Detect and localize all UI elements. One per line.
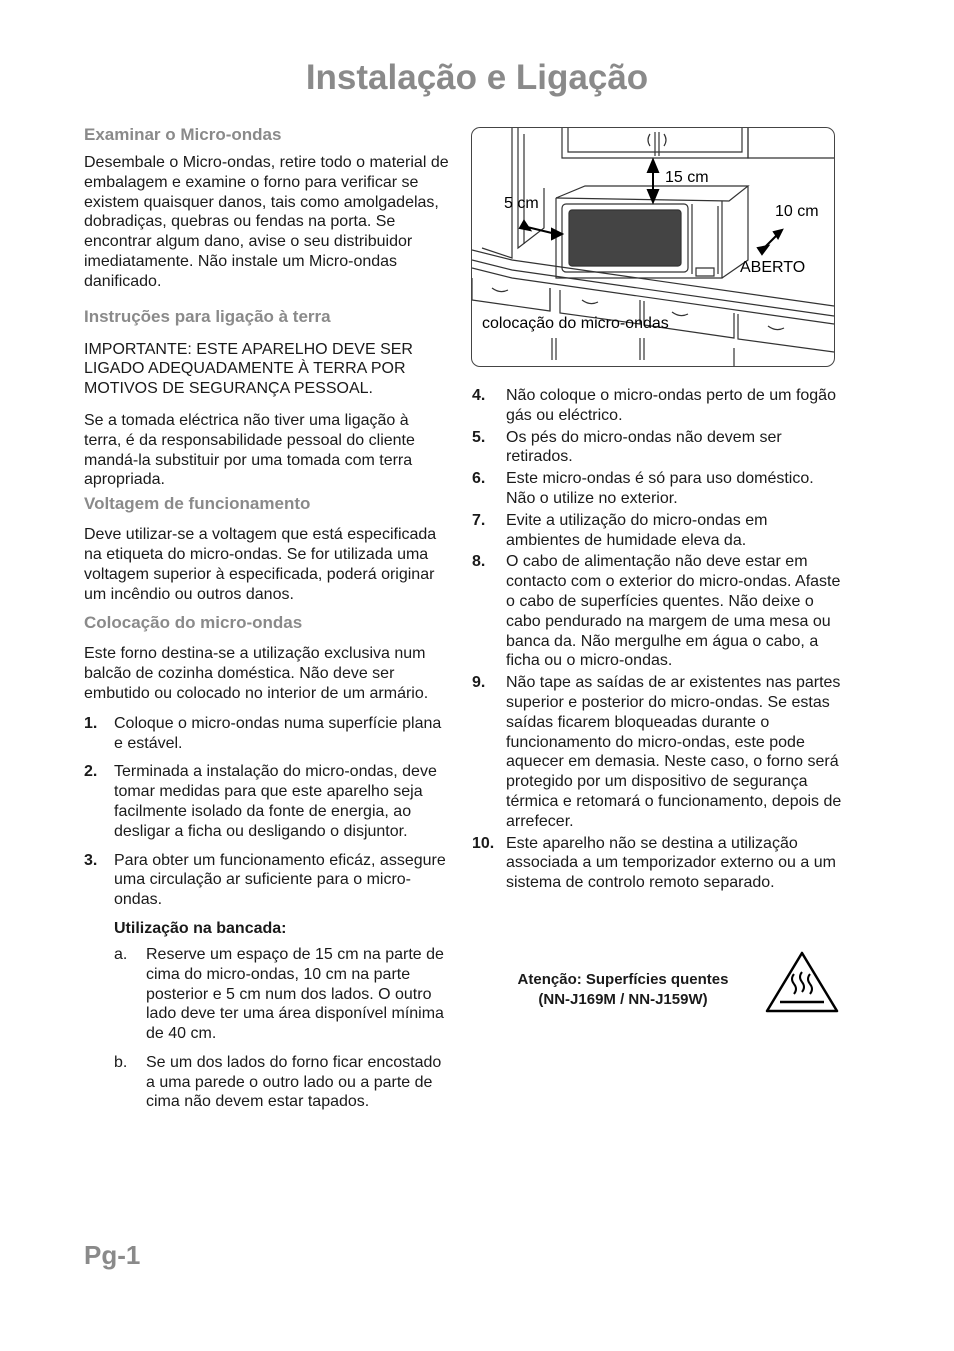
list-item — [472, 469, 842, 509]
section-text-examinar: Desembale o Micro-ondas, retire todo o material de embalagem e examine o forno para verificar se existem quaisquer danos, tais como amolgadelas, dobradiças, quebras ou fendas na porta. Se encontrar algum dano, avise o seu distribuidor imediatamente. Não instale um Micro-ondas danificado. — [84, 154, 449, 290]
list-item-letter: b. — [114, 1053, 128, 1071]
list-item-text: O cabo de alimentação não deve estar em contacto com o exterior do micro-ondas. Afaste o cabo de superfícies quentes. Não deixe o cabo pendurado na margem de uma mesa ou banca da. Não mergulhe em água o cabo, a ficha ou o micro-ondas. — [506, 553, 841, 670]
left-column — [84, 124, 450, 1121]
right-column — [472, 386, 842, 895]
clearance-top-label: 15 cm — [665, 169, 709, 186]
section-heading-terra: Instruções para ligação à terra — [84, 306, 331, 326]
countertop-use-section — [84, 919, 450, 1112]
list-item — [472, 428, 842, 468]
grounding-warning-text: IMPORTANTE: ESTE APARELHO DEVE SER LIGADO ADEQUADAMENTE À TERRA POR MOTIVOS DE SEGURANÇA PESSOAL. — [84, 340, 413, 398]
list-item-number: 9. — [472, 674, 486, 692]
list-item — [472, 834, 842, 893]
safety-list — [472, 386, 842, 893]
list-item-number: 5. — [472, 428, 486, 446]
list-item-text: Não tape as saídas de ar existentes nas partes superior e posterior do micro-ondas. Se estas saídas ficarem bloqueadas durante o funcionamento do micro-ondas, este pode aquecer em demasia. Neste caso, o forno será protegido por um dispositivo de segurança térmica e retomará o funcionamento, depois de arrefecer. — [506, 674, 842, 830]
section-heading-voltagem: Voltagem de funcionamento — [84, 494, 311, 514]
placement-illustration — [471, 127, 835, 367]
list-item — [472, 511, 842, 551]
list-item-letter: a. — [114, 945, 128, 963]
list-item — [114, 945, 450, 1044]
list-item — [472, 673, 842, 831]
list-item-text: Evite a utilização do micro-ondas em ambientes de humidade eleva da. — [506, 511, 768, 549]
section-heading-colocacao: Colocação do micro-ondas — [84, 613, 303, 633]
countertop-use-heading: Utilização na bancada: — [114, 919, 287, 937]
hot-surface-warning-icon — [764, 950, 840, 1014]
hot-surface-warning — [492, 970, 754, 1010]
page-title: Instalação e Ligação — [305, 58, 649, 97]
page-number: Pg-1 — [84, 1240, 141, 1270]
figure-caption: colocação do micro-ondas — [482, 315, 669, 332]
voltage-text: Deve utilizar-se a voltagem que está especificada na etiqueta do micro-ondas. Se for utilizada uma voltagem superior à especificada, poderá originar um incêndio ou outros danos. — [84, 526, 437, 603]
list-item-number: 2. — [84, 763, 98, 781]
list-item — [84, 762, 450, 841]
clearance-side-label: 5 cm — [504, 195, 539, 212]
list-item — [84, 851, 450, 910]
placement-text: Este forno destina-se a utilização exclusiva num balcão de cozinha doméstica. Não deve ser embutido ou colocado no interior de um armário. — [84, 645, 429, 702]
warning-models: (NN-J169M / NN-J159W) — [538, 991, 708, 1008]
list-item-text: Os pés do micro-ondas não devem ser retirados. — [506, 428, 782, 466]
open-side-label: ABERTO — [740, 259, 806, 276]
list-item — [472, 386, 842, 426]
list-item-text: Se um dos lados do forno ficar encostado a uma parede o outro lado ou a parte de cima não devem estar tapados. — [146, 1053, 442, 1111]
list-item-text: Terminada a instalação do micro-ondas, deve tomar medidas para que este aparelho seja facilmente isolado da fonte de energia, ao desligar a ficha ou desligando o disjuntor. — [114, 763, 437, 840]
list-item — [472, 552, 842, 671]
list-item-number: 4. — [472, 387, 486, 404]
list-item-number: 1. — [84, 714, 98, 732]
list-item-text: Não coloque o micro-ondas perto de um fogão gás ou eléctrico. — [506, 387, 836, 424]
placement-list — [84, 714, 450, 910]
list-item-number: 6. — [472, 470, 486, 488]
list-item-number: 3. — [84, 851, 98, 869]
list-item-text: Este micro-ondas é só para uso doméstico. Não o utilize no exterior. — [506, 470, 814, 507]
countertop-use-list — [114, 945, 450, 1112]
list-item-number: 10. — [472, 834, 495, 852]
grounding-text: Se a tomada eléctrica não tiver uma ligação à terra, é da responsabilidade pessoal do cliente mandá-la substituir por uma tomada com terra apropriada. — [84, 411, 415, 489]
list-item-text: Este aparelho não se destina a utilização associada a um temporizador externo ou a um sistema de controlo remoto separado. — [506, 834, 836, 892]
list-item — [114, 1053, 450, 1112]
list-item-text: Reserve um espaço de 15 cm na parte de cima do micro-ondas, 10 cm na parte posterior e 5 cm num dos lados. O outro lado deve ter uma área disponível mínima de 40 cm. — [146, 945, 444, 1043]
list-item-number: 8. — [472, 553, 486, 571]
warning-title: Atenção: Superfícies quentes — [517, 971, 729, 988]
section-heading-examinar: Examinar o Micro-ondas — [84, 125, 282, 144]
list-item — [84, 714, 450, 754]
list-item-text: Para obter um funcionamento eficáz, assegure uma circulação ar suficiente para o micro-ondas. — [114, 851, 446, 909]
list-item-number: 7. — [472, 511, 486, 529]
clearance-back-label: 10 cm — [775, 203, 819, 220]
list-item-text: Coloque o micro-ondas numa superfície plana e estável. — [114, 714, 442, 752]
